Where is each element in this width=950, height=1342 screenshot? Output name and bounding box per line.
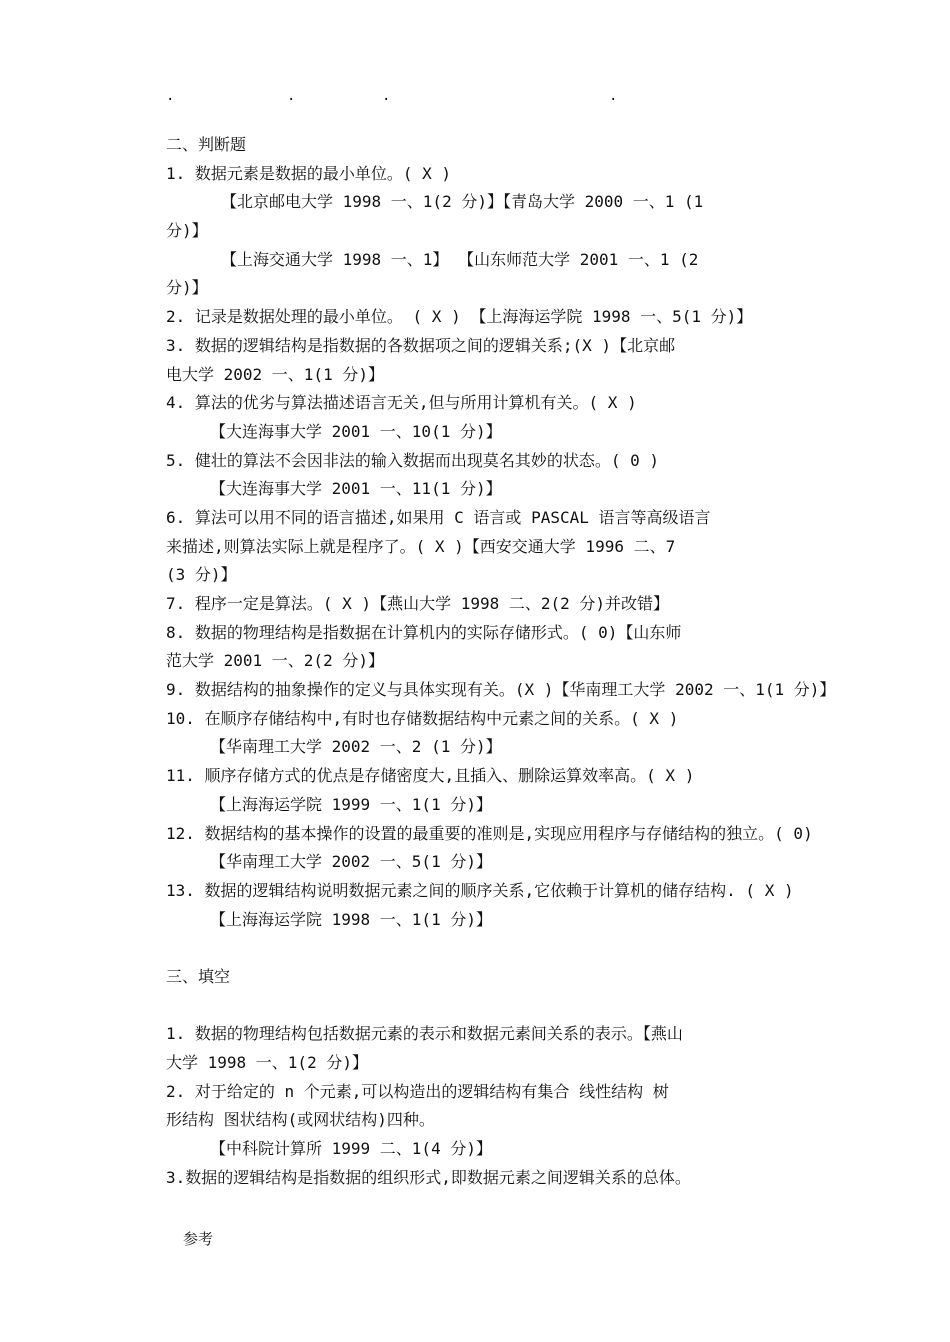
source-line: 【北京邮电大学 1998 一、1(2 分)】【青岛大学 2000 一、1 (1 (221, 192, 704, 212)
section-title: 二、判断题 (166, 135, 247, 154)
source-line: 【上海交通大学 1998 一、1】 【山东师范大学 2001 一、1 (2 (221, 249, 699, 269)
source-line: 【大连海事大学 2001 一、10(1 分)】 (210, 421, 502, 441)
question-line: 2. 记录是数据处理的最小单位。 ( X ) 【上海海运学院 1998 一、5(1 分)】 (166, 307, 753, 327)
question-line: 12. 数据结构的基本操作的设置的最重要的准则是,实现应用程序与存储结构的独立。( 0) (166, 823, 813, 843)
source-line: 【中科院计算所 1999 二、1(4 分)】 (210, 1139, 492, 1159)
question-line: 3.数据的逻辑结构是指数据的组织形式,即数据元素之间逻辑关系的总体。 (166, 1167, 691, 1187)
question-line: 3. 数据的逻辑结构是指数据的各数据项之间的逻辑关系;(X )【北京邮 (166, 335, 676, 355)
question-line: 7. 程序一定是算法。( X )【燕山大学 1998 二、2(2 分)并改错】 (166, 594, 670, 613)
header-dot: . (166, 88, 175, 104)
question-line: 电大学 2002 一、1(1 分)】 (166, 364, 384, 384)
section-title: 三、填空 (166, 966, 231, 986)
question-line: 11. 顺序存储方式的优点是存储密度大,且插入、删除运算效率高。( X ) (166, 766, 695, 786)
source-line: 【大连海事大学 2001 一、11(1 分)】 (210, 479, 502, 499)
question-line: 2. 对于给定的 n 个元素,可以构造出的逻辑结构有集合 线性结构 树 (166, 1081, 669, 1101)
source-line: 【上海海运学院 1998 一、1(1 分)】 (210, 909, 492, 929)
question-line: 1. 数据的物理结构包括数据元素的表示和数据元素间关系的表示。【燕山 (166, 1024, 683, 1044)
question-line: 4. 算法的优劣与算法描述语言无关,但与所用计算机有关。( X ) (166, 393, 637, 413)
question-line: 1. 数据元素是数据的最小单位。( X ) (166, 163, 452, 183)
header-dot: . (287, 88, 296, 104)
header-dot: . (609, 88, 618, 104)
source-line: 分)】 (166, 278, 208, 298)
question-line: 8. 数据的物理结构是指数据在计算机内的实际存储形式。( 0)【山东师 (166, 622, 682, 642)
question-line: 9. 数据结构的抽象操作的定义与具体实现有关。(X )【华南理工大学 2002 一、1(1 分)】 (166, 680, 836, 700)
header-dots (0, 86, 950, 106)
question-line: 13. 数据的逻辑结构说明数据元素之间的顺序关系,它依赖于计算机的储存结构. ( X ) (166, 880, 794, 900)
document-body (166, 131, 950, 1192)
question-line: (3 分)】 (166, 565, 237, 585)
source-line: 【华南理工大学 2002 一、2 (1 分)】 (210, 737, 502, 757)
question-line: 来描述,则算法实际上就是程序了。( X )【西安交通大学 1996 二、7 (166, 536, 676, 556)
question-line: 6. 算法可以用不同的语言描述,如果用 C 语言或 PASCAL 语言等高级语言 (166, 507, 711, 527)
source-line: 【华南理工大学 2002 一、5(1 分)】 (210, 852, 492, 872)
question-line: 10. 在顺序存储结构中,有时也存储数据结构中元素之间的关系。( X ) (166, 708, 679, 728)
question-line: 大学 1998 一、1(2 分)】 (166, 1053, 368, 1072)
header-dot: . (382, 88, 391, 104)
question-line: 5. 健壮的算法不会因非法的输入数据而出现莫名其妙的状态。( 0 ) (166, 450, 660, 470)
question-line: 范大学 2001 一、2(2 分)】 (166, 651, 384, 671)
source-line: 分)】 (166, 221, 208, 241)
page-footer: 参考 (183, 1230, 214, 1248)
question-line: 形结构 图状结构(或网状结构)四种。 (166, 1110, 435, 1130)
source-line: 【上海海运学院 1999 一、1(1 分)】 (210, 794, 492, 814)
